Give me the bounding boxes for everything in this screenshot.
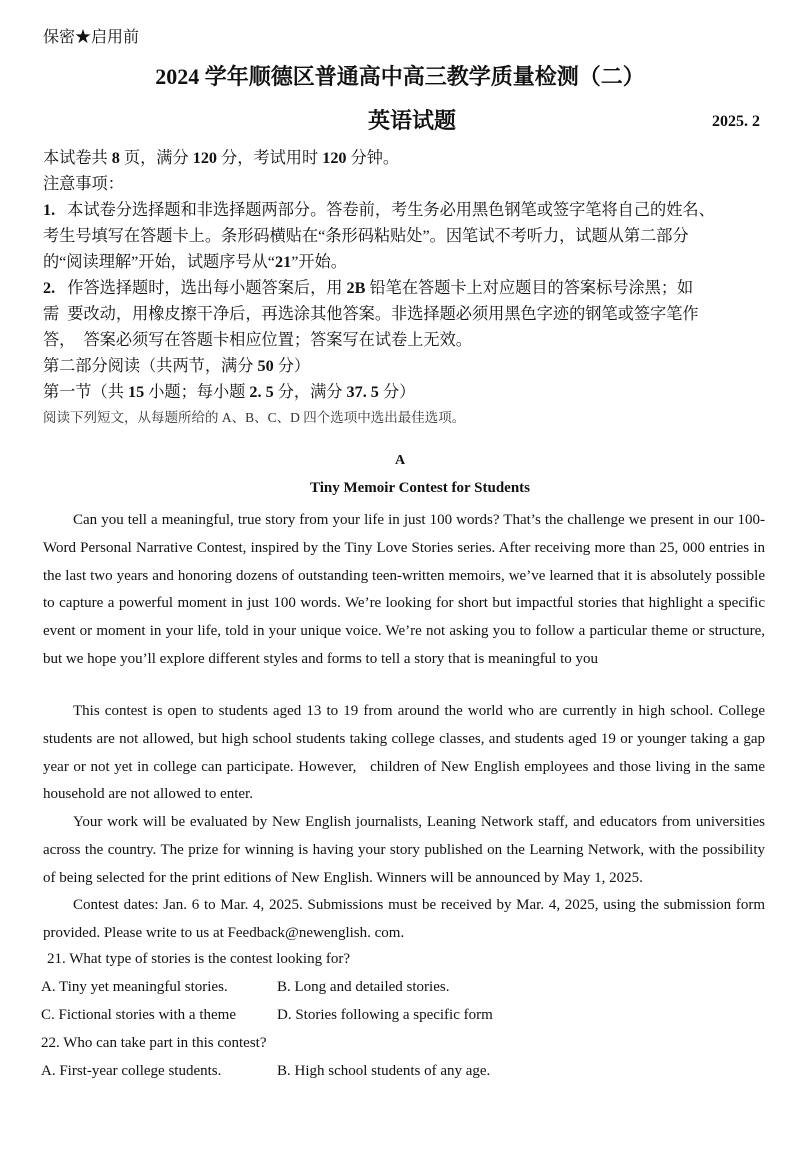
paragraph-text: Contest dates: Jan. 6 to Mar. 4, 2025. Submissions must be received by Mar. 4, 2025, using the submission form provided. Please write to us at Feedback@newenglish. com. [43,897,765,941]
page-count: 8 [111,149,120,167]
section-text: 第一节（共 [43,383,128,401]
question-22-option-b[interactable]: B. High school students of any age. [277,1063,491,1079]
question-count: 15 [127,383,145,401]
question-21-option-b[interactable]: B. Long and detailed stories. [277,979,450,995]
section-text: 分，满分 [273,383,347,401]
confidential-label: 保密★启用前 [43,29,140,46]
question-21-stem: 21. What type of stories is the contest looking for? [47,951,350,967]
instructions [43,145,767,431]
overview-text: 分钟。 [346,149,400,167]
item-text: 本试卷分选择题和非选择题两部分。答卷前，考生务必用黑色钢笔或签字笔将自己的姓名、 [67,201,715,219]
paragraph-text: This contest is open to students aged 13 to 19 from around the world who are currently in high school. College students are not allowed, but high school students taking college classes, and students aged 19 or younger taking a gap year or not yet in college can participate. However, children of New English employees and those living in the same household are not allowed to enter. [43,703,769,803]
reading-direction: 阅读下列短文，从每题所给的 A、B、C、D 四个选项中选出最佳选项。 [43,410,466,425]
question-21-option-c[interactable]: C. Fictional stories with a theme [41,1007,236,1023]
start-question-number: 21 [275,253,292,271]
passage-paragraph [43,892,765,948]
question-22-stem: 22. Who can take part in this contest? [41,1035,267,1051]
question-21-option-d[interactable]: D. Stories following a specific form [277,1007,493,1023]
total-score: 120 [192,149,218,167]
section-total: 37. 5 [346,383,379,401]
part-text: 第二部分阅读（共两节，满分 [43,357,258,375]
notice-item-1 [43,197,767,223]
notice-item-1-cont: 考生号填写在答题卡上。条形码横贴在“条形码粘贴处”。因笔试不考听力，试题从第二部分 [43,227,689,245]
part-heading [43,353,767,379]
part-text: 分） [273,357,311,375]
passage-title: Tiny Memoir Contest for Students [309,480,530,496]
passage-paragraph [43,507,765,674]
passage-paragraph [43,698,769,809]
item-number: 2. [43,279,56,297]
section-heading [43,379,767,405]
section-text: 分） [378,383,416,401]
notice-item-2 [43,275,767,301]
paragraph-text: Your work will be evaluated by New English journalists, Leaning Network staff, and educators from universities across the country. The prize for winning is having your story published on the Learning Network, with the possibility of being selected for the print editions of New English. Winners will be announced by May 1, 2025. [43,814,765,886]
exam-overview [43,145,767,171]
question-21-option-a[interactable]: A. Tiny yet meaningful stories. [41,979,228,995]
overview-text: 本试卷共 [43,149,112,167]
subject-title: 英语试题 [368,108,457,133]
paragraph-text: Can you tell a meaningful, true story from your life in just 100 words? That’s the challenge we present in our 100-Word Personal Narrative Contest, inspired by the Tiny Love Stories series. After receiving more than 25, 000 entries in the last two years and honoring dozens of outstanding teen-written memoirs, we’ve learned that it is absolutely possible to capture a powerful moment in just 100 words. We’re looking for short but impactful stories that highlight a specific event or moment in your life, told in your unique voice. We’re not asking you to follow a particular theme or structure, but we hope you’ll explore different styles and forms to tell a story that is meaningful to you [43,512,765,667]
passage-paragraph [43,809,765,892]
overview-text: 分，考试用时 [217,149,323,167]
passage-label: A [394,453,406,468]
notice-item-2-cont: 答， 答案必须写在答题卡相应位置；答案写在试卷上无效。 [43,331,472,349]
item-text: ”开始。 [291,253,347,271]
part-score: 50 [257,357,274,375]
item-text: 铅笔在答题卡上对应题目的答案标号涂黑；如 [365,279,694,297]
section-text: 小题；每小题 [144,383,250,401]
question-22-option-a[interactable]: A. First-year college students. [41,1063,222,1079]
item-text: 的“阅读理解”开始，试题序号从“ [43,253,275,271]
item-number: 1. [43,201,56,219]
exam-title: 2024 学年顺德区普通高中高三教学质量检测（二） [155,64,645,89]
pencil-type: 2B [346,279,366,297]
overview-text: 页，满分 [119,149,193,167]
points-each: 2. 5 [249,383,274,401]
notice-item-2-cont: 需 要改动，用橡皮擦干净后，再选涂其他答案。非选择题必须用黑色字迹的钢笔或签字笔作 [43,305,699,323]
exam-duration: 120 [322,149,347,167]
notice-heading: 注意事项： [43,175,124,193]
item-text: 作答选择题时，选出每小题答案后，用 [67,279,347,297]
notice-item-1-cont [43,249,767,275]
exam-date: 2025. 2 [712,113,760,130]
